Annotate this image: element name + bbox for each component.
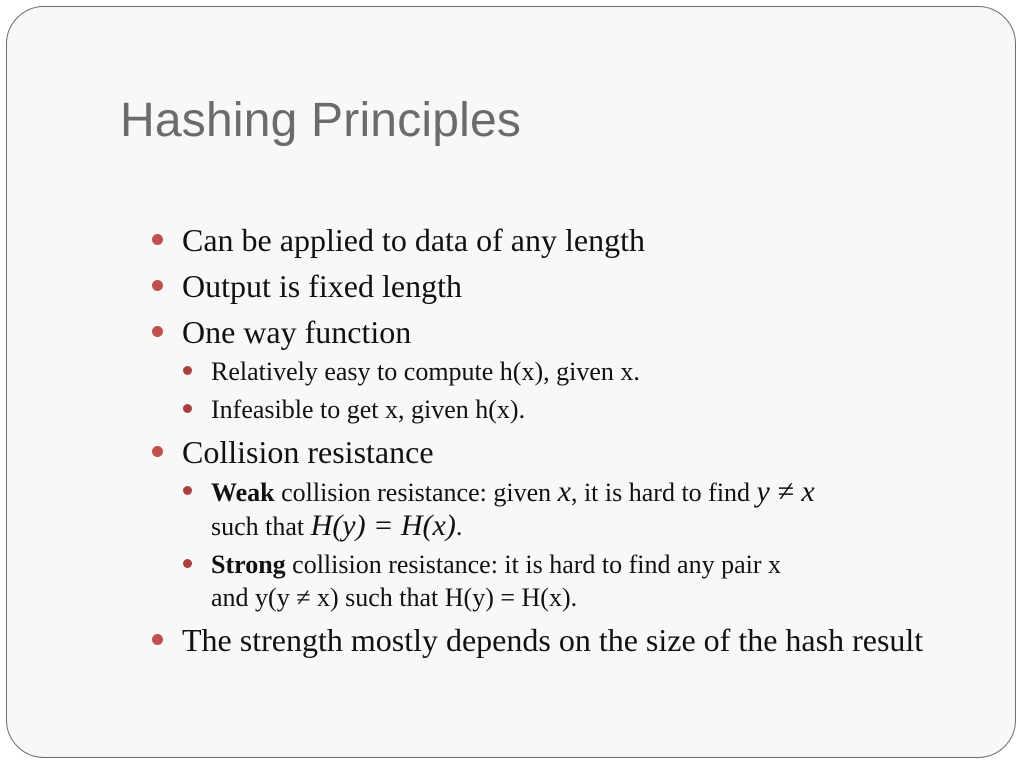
bullet-strength [147, 621, 937, 659]
bullet-text: Can be applied to data of any length [182, 222, 645, 258]
math-x: x [557, 475, 571, 508]
weak-text-1: collision resistance: given [274, 478, 558, 507]
subbullet-dot-icon [183, 559, 192, 568]
subbullet-dot-icon [183, 366, 192, 375]
bullet-dot-icon [152, 326, 163, 337]
bullet-dot-icon [152, 280, 163, 291]
subbullet-strong-collision [182, 548, 937, 614]
subbullet-easy-compute [182, 355, 937, 388]
strong-text-2: and y(y ≠ x) such that H(y) = H(x). [211, 583, 578, 612]
bullet-text: One way function [182, 314, 412, 350]
subbullet-dot-icon [183, 404, 192, 413]
weak-text-2: , it is hard to find [570, 478, 757, 507]
bullet-collision-resistance [147, 433, 937, 471]
subbullet-infeasible [182, 393, 937, 426]
subbullet-dot-icon [183, 486, 192, 495]
slide-title: Hashing Principles [120, 94, 522, 147]
bullet-dot-icon [152, 234, 163, 245]
math-hash-equality: H(y) = H(x) [310, 509, 456, 542]
math-y-neq-x: y ≠ x [756, 475, 815, 508]
subbullet-text: Infeasible to get x, given h(x). [211, 395, 526, 424]
subbullet-weak-collision [182, 475, 937, 543]
strong-text-1: collision resistance: it is hard to find any pair x [285, 550, 781, 579]
bullet-dot-icon [152, 446, 163, 457]
subbullet-text: Relatively easy to compute h(x), given x. [211, 357, 640, 386]
bullet-fixed-length [147, 267, 937, 305]
bullet-text: Output is fixed length [182, 268, 462, 304]
bullet-text: The strength mostly depends on the size of the hash result [182, 622, 924, 658]
slide-frame [6, 6, 1016, 758]
weak-text-4: . [455, 512, 463, 541]
bullet-one-way [147, 313, 937, 351]
weak-text-3: such that [211, 512, 311, 541]
bullet-text: Collision resistance [182, 434, 434, 470]
strong-label: Strong [211, 550, 286, 579]
bullet-dot-icon [152, 634, 163, 645]
weak-label: Weak [211, 478, 275, 507]
bullet-list [147, 221, 937, 667]
bullet-any-length [147, 221, 937, 259]
